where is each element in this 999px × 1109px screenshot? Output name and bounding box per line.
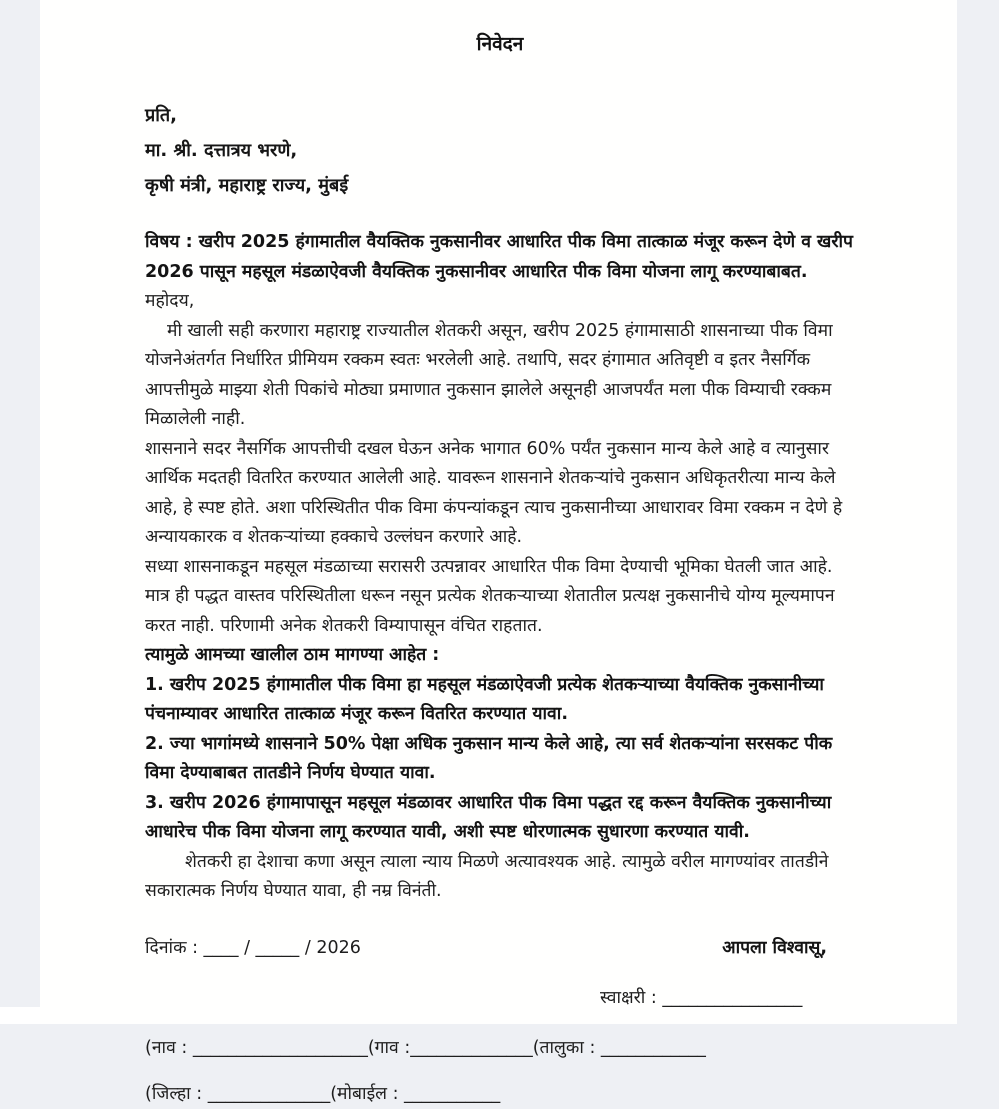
demands-heading: त्यामुळे आमच्या खालील ठाम मागण्या आहेत : [145, 645, 440, 665]
paragraph-current-method: सध्या शासनाकडून महसूल मंडळाच्या सरासरी उत्पन्नावर आधारित पीक विमा देण्याची भूमिका घेतली जात आहे. मात्र ही पद्धत वास्तव परिस्थितीला धरून नसून प्रत्येक शेतकऱ्याच्या शेतातील प्रत्यक्ष नुकसानीचे योग्य मूल्यमापन करत नाही. परिणामी अनेक शेतकरी विम्यापासून वंचित राहतात. [145, 556, 835, 636]
recipient-designation: कृषी मंत्री, महाराष्ट्र राज्य, मुंबई [145, 175, 349, 196]
closing-paragraph: शेतकरी हा देशाचा कणा असून त्याला न्याय मिळणे अत्यावश्यक आहे. त्यामुळे वरील मागण्यांवर तातडीने सकारात्मक निर्णय घेण्यात यावा, ही नम्र विनंती. [145, 851, 829, 901]
demand-item-2: 2. ज्या भागांमध्ये शासनाने 50% पेक्षा अधिक नुकसान मान्य केले आहे, त्या सर्व शेतकऱ्यांना सरसकट पीक विमा देण्याबाबत तातडीने निर्णय घेण्यात यावा. [145, 733, 833, 783]
paragraph-premium-paid: मी खाली सही करणारा महाराष्ट्र राज्यातील शेतकरी असून, खरीप 2025 हंगामासाठी शासनाच्या पीक विमा योजनेअंतर्गत निर्धारित प्रीमियम रक्कम स्वतः भरलेली आहे. तथापि, सदर हंगामात अतिवृष्टी व इतर नैसर्गिक आपत्तीमुळे माझ्या शेती पिकांचे मोठ्या प्रमाणात नुकसान झालेले असूनही आजपर्यंत मला पीक विम्याची रक्कम मिळालेली नाही. [145, 320, 833, 429]
recipient-block [145, 98, 855, 203]
viewer-margin-left [0, 0, 40, 1007]
yours-faithfully: आपला विश्वासू, [722, 937, 827, 958]
demand-item-3: 3. खरीप 2026 हंगामापासून महसूल मंडळावर आधारित पीक विमा पद्धत रद्द करून वैयक्तिक नुकसानीच्या आधारेच पीक विमा योजना लागू करण्यात यावी, अशी स्पष्ट धोरणात्मक सुधारणा करण्यात यावी. [145, 792, 832, 842]
paragraph-govt-acknowledged: शासनाने सदर नैसर्गिक आपत्तीची दखल घेऊन अनेक भागात 60% पर्यंत नुकसान मान्य केले आहे व त्यानुसार आर्थिक मदतही वितरित करण्यात आलेली आहे. यावरून शासनाने शेतकऱ्यांचे नुकसान अधिकृतरीत्या मान्य केले आहे, हे स्पष्ट होते. अशा परिस्थितीत पीक विमा कंपन्यांकडून त्याच नुकसानीच्या आधारावर विमा रक्कम न देणे हे अन्यायकारक व शेतकऱ्यांच्या हक्काचे उल्लंघन करणारे आहे. [145, 438, 843, 547]
recipient-name: मा. श्री. दत्तात्रय भरणे, [145, 140, 298, 161]
signature-line: स्वाक्षरी : ________________ [600, 987, 803, 1008]
form-line-name-village-taluka: (नाव : ____________________(गाव :______________(तालुका : ____________ [145, 1037, 706, 1058]
subject-line: विषय : खरीप 2025 हंगामातील वैयक्तिक नुकसानीवर आधारित पीक विमा तात्काळ मंजूर करून देणे व खरीप 2026 पासून महसूल मंडळाऐवजी वैयक्तिक नुकसानीवर आधारित पीक विमा योजना लागू करण्याबाबत. [145, 232, 853, 282]
greeting: महोदय, [145, 291, 195, 311]
demand-item-1: 1. खरीप 2025 हंगामातील पीक विमा हा महसूल मंडळाऐवजी प्रत्येक शेतकऱ्याच्या वैयक्तिक नुकसानीच्या पंचनाम्यावर आधारित तात्काळ मंजूर करून वितरित करण्यात यावा. [145, 674, 824, 724]
viewer-margin-right [957, 0, 999, 1024]
letter-title: निवेदन [476, 33, 524, 55]
recipient-salutation: प्रति, [145, 105, 178, 126]
date-line: दिनांक : ____ / _____ / 2026 [145, 937, 361, 958]
letter-page [40, 0, 957, 1104]
date-and-regards-row [145, 933, 855, 963]
form-line-district-mobile: (जिल्हा : ______________(मोबाईल : ___________ [145, 1083, 501, 1104]
